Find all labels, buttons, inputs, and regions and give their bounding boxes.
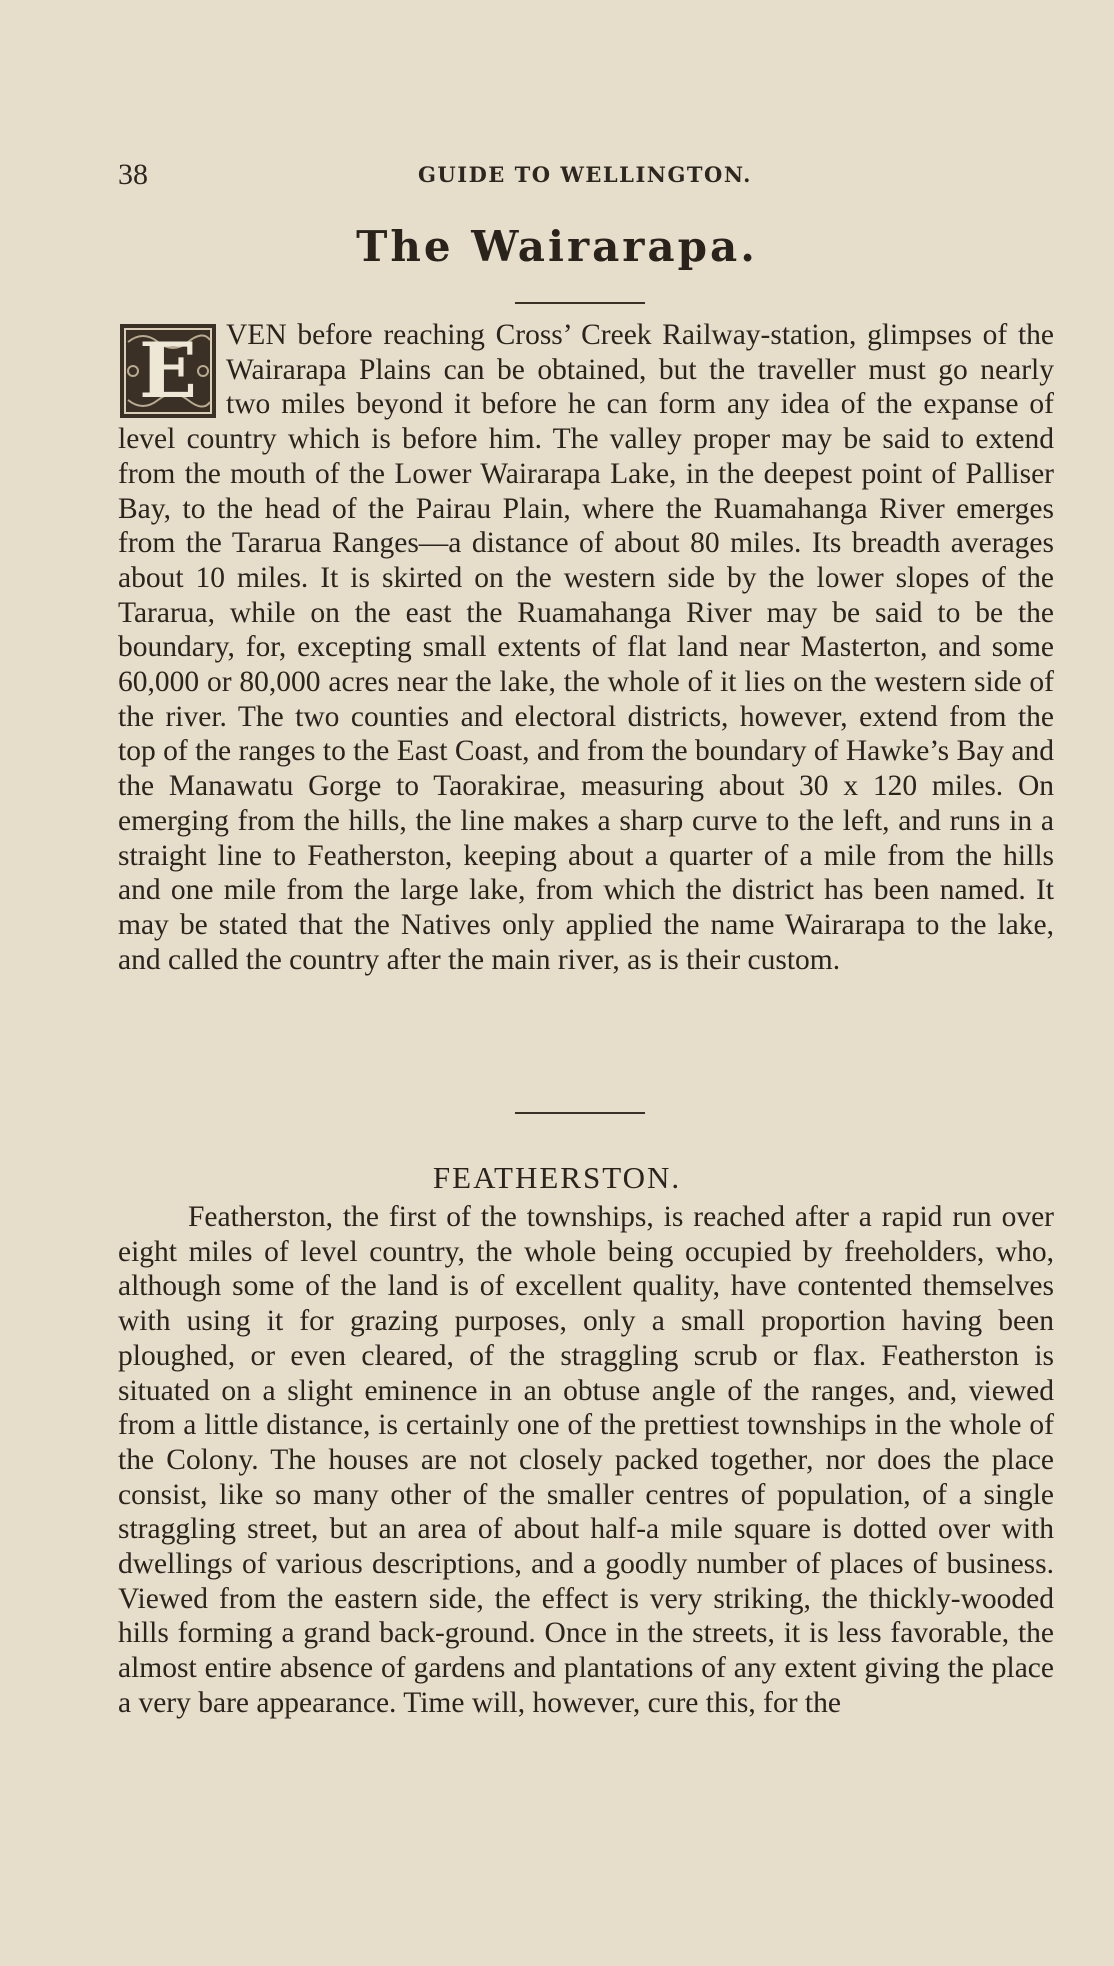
section-title: The Wairarapa. xyxy=(356,222,758,271)
paragraph-featherston xyxy=(118,1200,1054,1721)
paragraph-text: VEN before reaching Cross’ Creek Railway-station, glimpses of the Wairarapa Plains can be obtained, but the traveller must go nearly two miles beyond it before he can form any idea of the expanse of level country which is before him. The valley proper may be said to extend from the mouth of the Lower Wairarapa Lake, in the deepest point of Palliser Bay, to the head of the Pairau Plain, where the Ruamahanga River emerges from the Tararua Ranges—a distance of about 80 miles. Its breadth averages about 10 miles. It is skirted on the western side by the lower slopes of the Tararua, while on the east the Ruamahanga River may be said to be the boundary, for, excepting small extents of flat land near Masterton, and some 60,000 or 80,000 acres near the lake, the whole of it lies on the western side of the river. The two counties and electoral districts, however, extend from the top of the ranges to the East Coast, and from the boundary of Hawke’s Bay and the Manawatu Gorge to Taorakirae, measuring about 30 x 120 miles. On emerging from the hills, the line makes a sharp curve to the left, and runs in a straight line to Featherston, keeping about a quarter of a mile from the hills and one mile from the large lake, from which the district has been named. It may be stated that the Natives only applied the name Wairarapa to the lake, and called the country after the main river, as is their custom. xyxy=(118,319,1054,976)
running-head xyxy=(118,158,1052,192)
divider-rule xyxy=(515,1112,645,1114)
ornamental-dropcap xyxy=(118,322,218,420)
dropcap-letter: E xyxy=(139,326,197,415)
running-title: GUIDE TO WELLINGTON. xyxy=(418,162,752,187)
paragraph-text: Featherston, the first of the townships, is reached after a rapid run over eight miles of level country, the whole being occupied by freeholders, who, although some of the land is of excellent quality, have contented themselves with using it for grazing purposes, only a small proportion having been ploughed, or even cleared, of the straggling scrub or flax. Featherston is situated on a slight eminence in an obtuse angle of the ranges, and, viewed from a little distance, is certainly one of the prettiest townships in the whole of the Colony. The houses are not closely packed together, nor does the place consist, like so many other of the smaller centres of population, of a single straggling street, but an area of about half-a mile square is dotted over with dwellings of various descriptions, and a goodly number of places of business. Viewed from the eastern side, the effect is very striking, the thickly-wooded hills forming a grand back-ground. Once in the streets, it is less favorable, the almost entire absence of gardens and plantations of any extent giving the place a very bare appearance. Time will, however, cure this, for the xyxy=(118,1201,1054,1719)
page-number: 38 xyxy=(118,158,148,191)
divider-rule xyxy=(515,302,645,304)
paragraph-wairarapa xyxy=(118,318,1054,977)
subheading-featherston: FEATHERSTON. xyxy=(432,1160,682,1195)
